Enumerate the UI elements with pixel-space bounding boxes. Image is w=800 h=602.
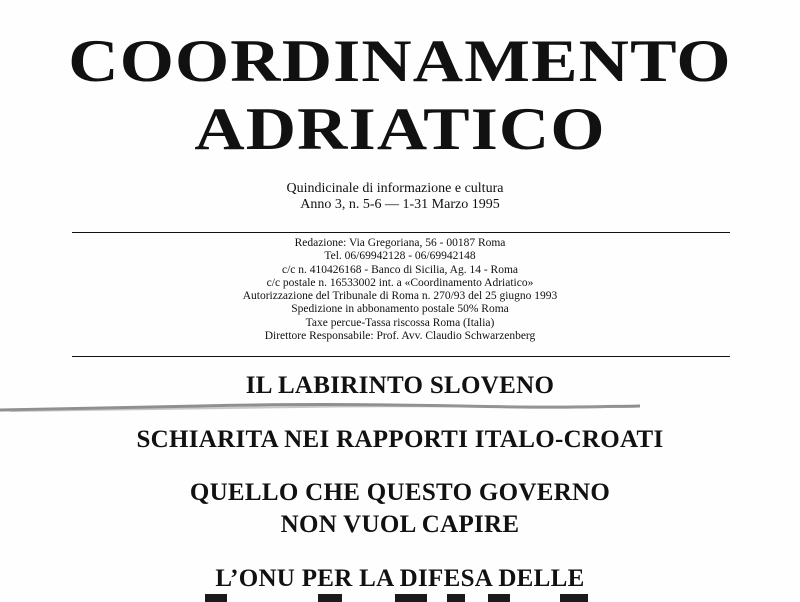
managing-director: Direttore Responsabile: Prof. Avv. Claudio Schwarzenberg — [264, 330, 536, 343]
tax-paid: Taxe percue-Tassa riscossa Roma (Italia) — [305, 316, 495, 329]
bank-account: c/c n. 410426168 - Banco di Sicilia, Ag. 14 - Roma — [281, 263, 519, 276]
masthead-title-line-1: COORDINAMENTO — [68, 28, 732, 94]
headline-un-defense: L’ONU PER LA DIFESA DELLE — [215, 565, 585, 592]
editorial-phone: Tel. 06/69942128 - 06/69942148 — [324, 250, 476, 263]
editorial-address: Redazione: Via Gregoriana, 56 - 00187 Roma — [294, 237, 506, 249]
editorial-info-block — [0, 237, 800, 343]
publication-tagline: Quindicinale di informazione e cultura — [286, 181, 504, 196]
paper-crease-mark — [0, 398, 640, 416]
headline-government-line-1: QUELLO CHE QUESTO GOVERNO — [189, 479, 611, 506]
issue-info: Anno 3, n. 5-6 — 1-31 Marzo 1995 — [300, 197, 500, 212]
headline-slovenian-labyrinth: IL LABIRINTO SLOVENO — [245, 372, 555, 399]
top-divider-rule — [72, 232, 730, 233]
headline-government-line-2: NON VUOL CAPIRE — [280, 511, 520, 538]
masthead-title-line-2: ADRIATICO — [194, 96, 606, 162]
postal-account: c/c postale n. 16533002 int. a «Coordinamento Adriatico» — [266, 276, 534, 289]
cut-off-headline-fragments — [0, 594, 800, 602]
headline-italo-croatian-relations: SCHIARITA NEI RAPPORTI ITALO-CROATI — [136, 426, 664, 453]
postal-shipping: Spedizione in abbonamento postale 50% Roma — [291, 303, 509, 316]
court-authorization: Autorizzazione del Tribunale di Roma n. 270/93 del 25 giugno 1993 — [242, 290, 558, 303]
bottom-divider-rule — [72, 356, 730, 357]
